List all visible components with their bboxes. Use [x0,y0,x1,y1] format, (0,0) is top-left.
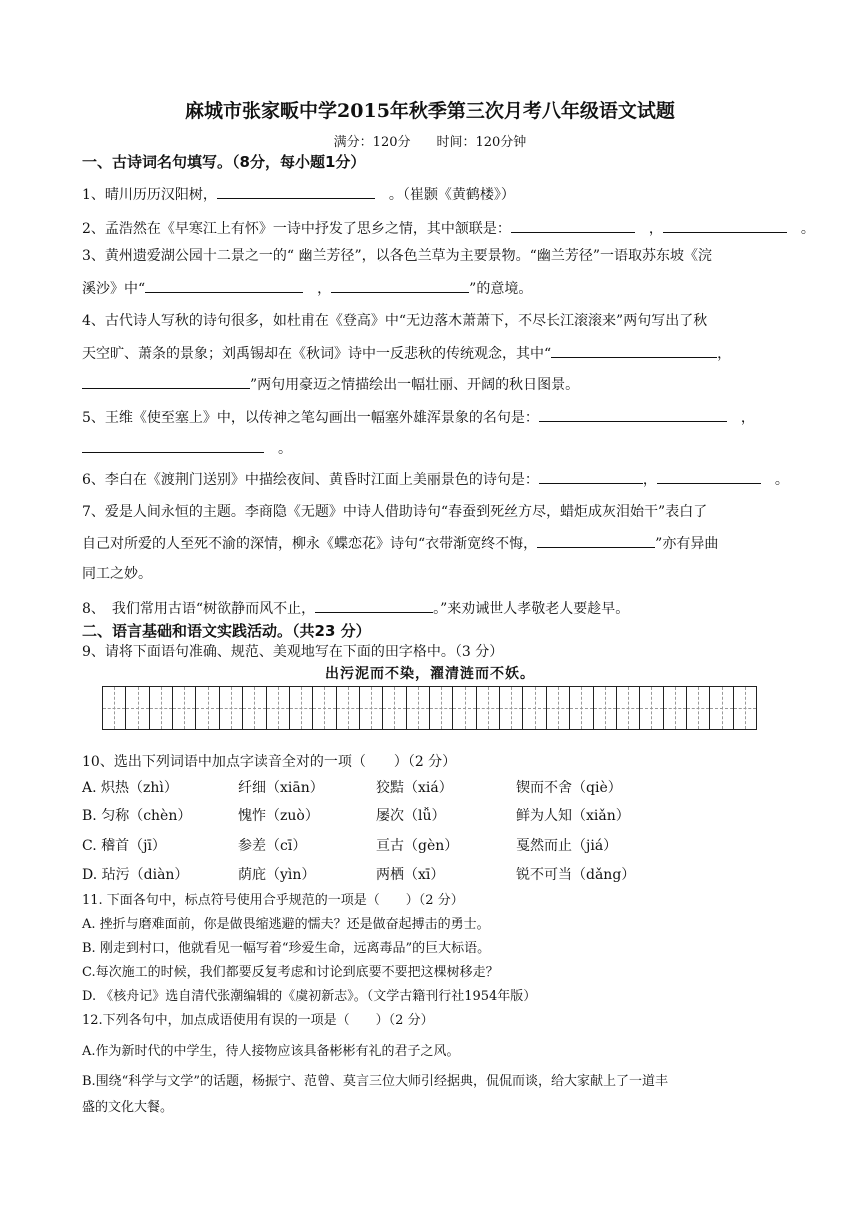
q9-quote: 出污泥而不染，濯清涟而不妖。 [325,666,535,682]
grid-cell[interactable] [360,687,383,729]
q7-line2 [82,533,718,554]
answer-blank[interactable] [145,278,303,293]
grid-cell[interactable] [547,687,570,729]
q8-text-end: 。”来劝诫世人孝敬老人要趁早。 [433,601,630,617]
q4-line1: 4、古代诗人写秋的诗句很多，如杜甫在《登高》中“无边落木萧萧下，不尽长江滚滚来”两句写出了秋 [82,313,708,329]
section1-heading: 一、古诗词名句填写。（8分，每小题1分） [82,153,366,171]
q2 [82,218,815,239]
q10-c-4: 戛然而止（jiá） [516,838,618,854]
grid-cell[interactable] [337,687,360,729]
answer-blank[interactable] [539,469,643,484]
q10-d-4: 锐不可当（dǎng） [516,867,636,883]
q10-b-1: B. 匀称（chèn） [82,808,192,824]
answer-blank[interactable] [539,407,727,422]
section2-heading: 二、语言基础和语文实践活动。（共23 分） [82,622,371,640]
q4-line2 [82,343,731,364]
q10-c-3: 亘古（gèn） [376,838,459,854]
q12-option-b-line2: 盛的文化大餐。 [82,1100,174,1115]
q3-text: 溪沙》中“ [82,281,146,297]
grid-cell[interactable] [243,687,266,729]
answer-blank[interactable] [315,598,433,613]
grid-cell[interactable] [594,687,617,729]
q9-text: 9、请将下面语句准确、规范、美观地写在下面的田字格中。（3 分） [82,644,504,660]
period: 。 [800,221,815,237]
comma: ， [740,410,755,426]
answer-blank[interactable] [511,218,635,233]
grid-cell[interactable] [523,687,546,729]
q6 [82,469,789,490]
q12-text: 12.下列各句中，加点成语使用有误的一项是（ ）（2 分） [82,1013,434,1028]
grid-cell[interactable] [173,687,196,729]
grid-cell[interactable] [687,687,710,729]
grid-cell[interactable] [710,687,733,729]
answer-blank[interactable] [82,374,250,389]
q10-a-1: A. 炽热（zhì） [82,780,178,796]
grid-cell[interactable] [570,687,593,729]
q10-b-4: 鲜为人知（xiǎn） [516,808,630,824]
q7-text: 自己对所爱的人至死不渝的深情，柳永《蝶恋花》诗句“衣带渐宽终不悔， [82,536,538,552]
q11-text: 11. 下面各句中，标点符号使用合乎规范的一项是（ ）（2 分） [82,893,464,908]
q11-option-c: C.每次施工的时候，我们都要反复考虑和讨论到底要不要把这棵树移走？ [82,965,499,980]
page-title: 麻城市张家畈中学2015年秋季第三次月考八年级语文试题 [185,100,675,122]
grid-cell[interactable] [290,687,313,729]
grid-cell[interactable] [196,687,219,729]
q2-text: 2、孟浩然在《早寒江上有怀》一诗中抒发了思乡之情，其中颔联是： [82,221,511,237]
comma: ， [648,221,663,237]
q6-text: 6、李白在《渡荆门送别》中描绘夜间、黄昏时江面上美丽景色的诗句是： [82,472,539,488]
period: 。 [774,472,789,488]
grid-cell[interactable] [430,687,453,729]
q1-text: 1、晴川历历汉阳树， [82,187,217,203]
grid-cell[interactable] [734,687,756,729]
tianzige-grid[interactable] [102,686,757,730]
q1-source: 。（崔颢《黄鹤楼》） [388,187,515,203]
q7-line3: 同工之妙。 [82,566,152,582]
grid-cell[interactable] [383,687,406,729]
q1 [82,184,515,205]
q11-option-a: A. 挫折与磨难面前，你是做畏缩逃避的懦夫？还是做奋起搏击的勇士。 [82,917,490,932]
q10-d-3: 两栖（xī） [376,867,445,883]
q10-b-3: 屡次（lǚ） [376,808,446,824]
comma: ， [317,281,332,297]
q10-d-2: 荫庇（yìn） [238,867,316,883]
q3-line1: 3、黄州遗爱湖公园十二景之一的“ 幽兰芳径”，以各色兰草为主要景物。“幽兰芳径”一语取苏东坡《浣 [82,248,712,264]
q12-option-b-line1: B.围绕“科学与文学”的话题，杨振宁、范曾、莫言三位大师引经据典，侃侃而谈，给大家献上了一道丰 [82,1074,668,1089]
grid-cell[interactable] [477,687,500,729]
grid-cell[interactable] [313,687,336,729]
q10-d-1: D. 玷污（diàn） [82,867,189,883]
answer-blank[interactable] [82,438,264,453]
q8 [82,598,629,619]
period: 。 [278,441,292,457]
grid-cell[interactable] [617,687,640,729]
grid-cell[interactable] [220,687,243,729]
q10-text: 10、选出下列词语中加点字读音全对的一项（ ）（2 分） [82,754,457,770]
q10-c-1: C. 稽首（jī） [82,838,166,854]
q5-text: 5、王维《使至塞上》中，以传神之笔勾画出一幅塞外雄浑景象的名句是： [82,410,539,426]
q10-a-3: 狡黠（xiá） [376,780,453,796]
grid-cell[interactable] [500,687,523,729]
answer-blank[interactable] [657,469,761,484]
grid-cell[interactable] [640,687,663,729]
q7-text-end: ”亦有异曲 [655,536,719,552]
q11-option-b: B. 刚走到村口，他就看见一幅写着“珍爱生命，远离毒品”的巨大标语。 [82,941,491,956]
q11-option-d: D. 《核舟记》选自清代张潮编辑的《虞初新志》。（文学古籍刊行社1954年版） [82,989,537,1004]
q10-c-2: 参差（cī） [238,838,307,854]
q10-a-2: 纤细（xiān） [238,780,324,796]
answer-blank[interactable] [551,343,717,358]
comma: ， [642,472,657,488]
q7-line1: 7、爱是人间永恒的主题。李商隐《无题》中诗人借助诗句“春蚕到死丝方尽，蜡炬成灰泪始干”表白了 [82,504,708,520]
q10-b-2: 愧怍（zuò） [238,808,319,824]
exam-info: 满分：120分 时间：120分钟 [333,135,527,150]
grid-cell[interactable] [407,687,430,729]
grid-cell[interactable] [267,687,290,729]
grid-cell[interactable] [103,687,126,729]
q4-text: 天空旷、萧条的景象；刘禹锡却在《秋词》诗中一反悲秋的传统观念，其中“ [82,346,552,362]
grid-cell[interactable] [150,687,173,729]
q8-text: 8、 我们常用古语“树欲静而风不止， [82,601,316,617]
grid-cell[interactable] [126,687,149,729]
q3-end: ”的意境。 [469,281,533,297]
q4-end: ”两句用豪迈之情描绘出一幅壮丽、开阔的秋日图景。 [250,377,580,393]
answer-blank[interactable] [331,278,469,293]
grid-cell[interactable] [453,687,476,729]
q12-option-a: A.作为新时代的中学生，待人接物应该具备彬彬有礼的君子之风。 [82,1044,460,1059]
grid-cell[interactable] [664,687,687,729]
q3-line2 [82,278,532,299]
q5-line1 [82,407,755,428]
answer-blank[interactable] [537,533,655,548]
q5-line2 [82,438,292,459]
comma: ， [717,346,732,362]
answer-blank[interactable] [217,184,375,199]
q4-line3 [82,374,579,395]
answer-blank[interactable] [663,218,787,233]
q10-a-4: 锲而不舍（qiè） [516,780,622,796]
